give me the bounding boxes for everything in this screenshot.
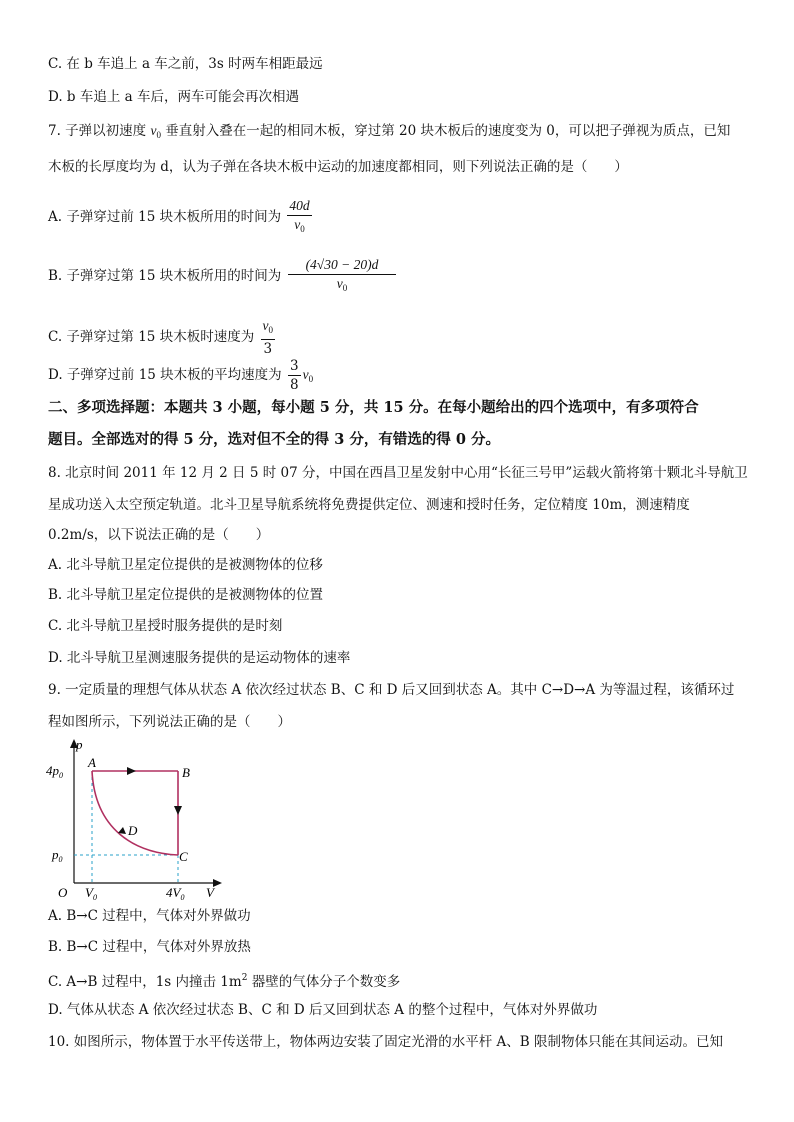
4p0-tick-label: $4p_0$ <box>46 763 63 780</box>
fraction-numerator: (4√30 − 20)d <box>305 257 379 272</box>
q9-option-b: B. B→C 过程中，气体对外界放热 <box>48 939 251 955</box>
q7-stem-line2: 木板的长厚度均为 d，认为子弹在各块木板中运动的加速度都相同，则下列说法正确的是（ ） <box>48 159 628 175</box>
q7-option-b <box>48 256 398 297</box>
q7-stem-part2: 垂直射入叠在一起的相同木板，穿过第 20 块木板后的速度变为 0，可以把子弹视为质点，已知 <box>160 123 731 139</box>
pv-diagram <box>40 735 230 904</box>
arrow-b-to-c <box>174 806 182 815</box>
v0-tick-label: $V_0$ <box>85 885 97 900</box>
q9-option-c-part1: C. A→B 过程中，1s 内撞击 1m <box>48 974 242 990</box>
q7-option-d-text: D. 子弹穿过前 15 块木板的平均速度为 <box>48 367 282 383</box>
pv-diagram-svg <box>40 735 230 900</box>
fraction-denominator: 8 <box>289 377 299 393</box>
4v0-tick-label: $4V_0$ <box>166 885 185 900</box>
q9-option-c <box>48 968 400 992</box>
q8-option-c: C. 北斗导航卫星授时服务提供的是时刻 <box>48 618 283 634</box>
q7-option-c-fraction: $\frac{v_0}{3}$ <box>262 318 273 357</box>
q7-option-a-text: A. 子弹穿过前 15 块木板所用的时间为 <box>48 209 282 225</box>
section2-heading-line2: 题目。全部选对的得 5 分，选对但不全的得 3 分，有错选的得 0 分。 <box>48 431 501 448</box>
q7-option-b-fraction: $\frac{(4√30 - 20)d}{v_0}$ <box>288 256 397 297</box>
fraction-numerator: 3 <box>289 358 299 374</box>
q9-option-a: A. B→C 过程中，气体对外界做功 <box>48 908 251 924</box>
v-axis-arrow <box>213 879 222 887</box>
q9-stem-line1: 9. 一定质量的理想气体从状态 A 依次经过状态 B、C 和 D 后又回到状态 A。其中 C→D→A 为等温过程，该循环过 <box>48 682 735 698</box>
q8-option-d: D. 北斗导航卫星测速服务提供的是运动物体的速率 <box>48 650 351 666</box>
q10-stem-line1: 10. 如图所示，物体置于水平传送带上，物体两边安装了固定光滑的水平杆 A、B 限制物体只能在其间运动。已知 <box>48 1034 724 1050</box>
q6-option-d: D. b 车追上 a 车后，两车可能会再次相遇 <box>48 89 299 105</box>
q8-stem-line1: 8. 北京时间 2011 年 12 月 2 日 5 时 07 分，中国在西昌卫星发射中心用“长征三号甲”运载火箭将第十颗北斗导航卫 <box>48 465 748 481</box>
q7-stem-line1 <box>48 121 730 145</box>
q7-option-a <box>48 197 314 238</box>
q9-stem-line2: 程如图所示，下列说法正确的是（ ） <box>48 714 291 730</box>
v0-symbol: $v_0$ <box>150 123 161 140</box>
q8-option-b: B. 北斗导航卫星定位提供的是被测物体的位置 <box>48 587 324 603</box>
q7-option-d: D. 子弹穿过前 15 块木板的平均速度为 $\frac{3}{8}$ $v_0$ <box>48 358 314 393</box>
q8-stem-line3: 0.2m/s，以下说法正确的是（ ） <box>48 527 270 543</box>
point-c-label: C <box>179 849 188 864</box>
q7-option-d-fraction <box>288 357 301 394</box>
v-axis-label: V <box>206 885 214 900</box>
superscript-2: 2 <box>241 973 248 983</box>
q7-option-c-text: C. 子弹穿过第 15 块木板时速度为 <box>48 329 255 345</box>
p0-tick-label: $p_0$ <box>52 847 63 864</box>
q7-option-b-text: B. 子弹穿过第 15 块木板所用的时间为 <box>48 268 282 284</box>
q6-option-c: C. 在 b 车追上 a 车之前，3s 时两车相距最远 <box>48 56 323 72</box>
point-a-label: A <box>88 755 96 770</box>
q7-stem-part1: 7. 子弹以初速度 <box>48 123 151 139</box>
arrow-c-to-a <box>118 827 126 834</box>
fraction-denominator: 3 <box>263 341 273 357</box>
point-d-label: D <box>128 823 138 838</box>
section2-heading-line1: 二、多项选择题：本题共 3 小题，每小题 5 分，共 15 分。在每小题给出的四个选项中，有多项符合 <box>48 399 699 416</box>
q7-option-c <box>48 317 277 358</box>
q9-option-d: D. 气体从状态 A 依次经过状态 B、C 和 D 后又回到状态 A 的整个过程中，气体对外界做功 <box>48 1002 598 1018</box>
point-b-label: B <box>182 765 190 780</box>
p-axis-label: p <box>76 737 83 752</box>
q9-option-c-part2: 器壁的气体分子个数变多 <box>247 974 401 990</box>
fraction-numerator: 40d <box>289 198 310 213</box>
q8-stem-line2: 星成功送入太空预定轨道。北斗卫星导航系统将免费提供定位、测速和授时任务，定位精度 10m，测速精度 <box>48 497 690 513</box>
q7-option-a-fraction: $\frac{40d}{v_0}$ <box>289 198 310 234</box>
q8-option-a: A. 北斗导航卫星定位提供的是被测物体的位移 <box>48 557 323 573</box>
arrow-a-to-b <box>127 767 136 775</box>
process-c-d-a-isotherm <box>92 771 178 855</box>
origin-label: O <box>58 885 68 900</box>
